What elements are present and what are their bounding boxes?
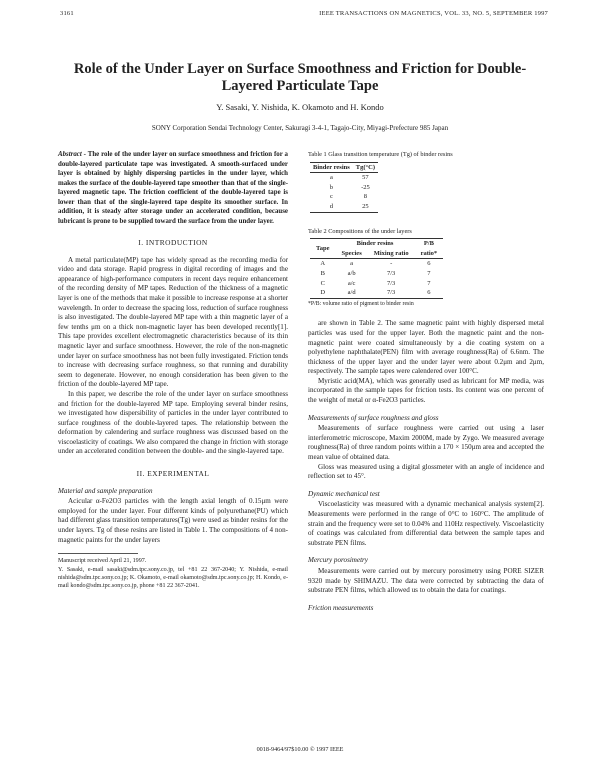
body-paragraph: Measurements were carried out by mercury porosimetry using PORE SIZER 9320 made by SHIMAZU. The data were corrected by subtracting the data of substrate PEN films, which allowed us to obtain the data for coatings. xyxy=(308,566,544,595)
table-cell: a/c xyxy=(347,279,356,287)
body-paragraph: Measurements of surface roughness were carried out using a laser interferometric microscope, Maxim 2000M, made by Zygo. We measured average roughness(Ra) of three random points within a 170 × 150μm area and accepted the mean value of obtained data. xyxy=(308,424,544,462)
abstract-label: Abstract xyxy=(58,151,82,158)
table-2-caption: Table 2 Compositions of the under layers xyxy=(308,227,412,235)
left-column xyxy=(58,150,288,591)
body-paragraph: Gloss was measured using a digital glossmeter with an angle of incidence and reflection set to 45°. xyxy=(308,462,544,481)
table-cell: 7/3 xyxy=(387,289,396,297)
table-cell: a/d xyxy=(347,289,356,297)
footnote: Manuscript received April 21, 1997. xyxy=(58,558,147,565)
journal-name: IEEE TRANSACTIONS ON MAGNETICS, VOL. 33, NO. 5, SEPTEMBER 1997 xyxy=(319,10,548,17)
table-row xyxy=(310,202,378,212)
table-cell: 8 xyxy=(363,193,368,201)
table-cell: B xyxy=(320,269,325,277)
table-header-cell: Binder resins xyxy=(313,163,350,171)
footnote: Y. Sasaki, e-mail sasaki@sdm.tpc.sony.co.jp, tel +81 22 367-2040; Y. Nishida, e-mail nishida@sdm.tpc.sony.co.jp; K. Okamoto, e-mail okamoto@sdm.tpc.sony.co.jp; H. Kondo, e-mail kondo@sdm.tpc.sony.co.jp, phone +81 22 367-2041. xyxy=(58,566,288,590)
experimental-paragraph: Acicular α-Fe2O3 particles with the length axial length of 0.15μm were employed for the under layer. Four different kinds of polyurethane(PU) which had different glass transition temperatures(Tg) were used as binder resins for the under layers. Tg of these resins are listed in Table 1. The compositions of 4 non-magnetic paints for the under layers xyxy=(58,497,288,544)
subsection-heading: Measurements of surface roughness and gloss xyxy=(308,413,439,422)
body-paragraph: Myristic acid(MA), which was generally used as lubricant for MP media, was incorporated in the sample tapes for friction tests. Its content was one percent of the weight of metal or α-Fe2O3 particles. xyxy=(308,376,544,405)
section-heading-introduction: I. INTRODUCTION xyxy=(138,238,208,247)
subsection-heading: Material and sample preparation xyxy=(58,486,153,495)
table-cell: C xyxy=(320,279,325,287)
table-1-caption: Table 1 Glass transition temperature (Tg) of binder resins xyxy=(308,151,453,158)
table-header-cell: P/B xyxy=(423,240,434,248)
table-cell: 7 xyxy=(427,279,431,287)
author-list: Y. Sasaki, Y. Nishida, K. Okamoto and H. Kondo xyxy=(216,102,384,112)
table-cell: a xyxy=(329,174,333,182)
subsection-heading: Mercury porosimetry xyxy=(308,556,368,565)
body-paragraph: are shown in Table 2. The same magnetic paint with highly dispersed metal particles was used for the upper layer. Both the magnetic paint and the non-magnetic paint were coated simultaneously by a die coating system on a polyethylene naphthalate(PEN) film with average roughness(Ra) of 6.6nm. The thickness of the upper layer and the under layer were about 0.2μm and 2μm, respectively. The sample tapes were calendered over 100°C. xyxy=(308,319,544,376)
subsection-heading: Dynamic mechanical test xyxy=(308,489,380,498)
table-header-cell: Mixing ratio xyxy=(373,249,409,257)
right-column xyxy=(308,150,544,614)
table-cell: 25 xyxy=(362,202,369,210)
table-cell: -25 xyxy=(361,183,370,191)
table-cell: 57 xyxy=(362,174,369,182)
table-cell: b xyxy=(329,183,334,191)
table-1 xyxy=(310,162,378,213)
table-header-cell: Binder resins xyxy=(356,240,394,248)
table-header-cell: ratio* xyxy=(420,249,438,257)
copyright-footer: 0018-9464/97$10.00 © 1997 IEEE xyxy=(256,746,344,753)
table-cell: D xyxy=(320,289,326,297)
table-cell: 7/3 xyxy=(387,279,396,287)
table-cell: 6 xyxy=(427,260,431,268)
table-2 xyxy=(310,238,443,299)
subsection-heading: Friction measurements xyxy=(308,603,374,612)
table-header-cell: Species xyxy=(341,249,362,257)
body-paragraph: Viscoelasticity was measured with a dynamic mechanical analysis system[2]. Measurements were performed in the range of 0°C to 160°C. The amplitude of strain and the frequency were set to 0.04% and 110Hz respectively. Viscoelasticity of coatings was calculated from differential data between the sample tapes and substrate PEN films. xyxy=(308,500,544,547)
table-row xyxy=(310,279,443,289)
table-cell: d xyxy=(329,202,334,210)
paper-title: Role of the Under Layer on Surface Smoothness and Friction for Double-Layered Particulate Tape xyxy=(73,61,527,94)
intro-paragraph: A metal particulate(MP) tape has widely spread as the recording media for video and data storage. Rapid progress in digital recording of images and the appearance of high-performance computers in recent days require enhancement of the recording density of MP tapes. Reduction of the thickness of a magnetic layer is one of the methods that make it possible to increase response at a shorter wavelength. In order to decrease the spacing loss, reduction of surface roughness is also investigated. The double-layered MP tape with a thin magnetic layer of a few tenths μm on a thick non-magnetic layer has been developed recently[1]. This tape provides excellent electromagnetic characteristics because of its thin magnetic layer and surface smoothness. However, the role of the non-magnetic under layer on surface smoothness has not been fully investigated. Friction tends to increase with decreasing surface roughness, so that running and durability seem to degenerate. However, no enough consideration has been given to the friction of the double-layered MP tape. xyxy=(58,255,288,389)
page-number: 3161 xyxy=(60,10,74,17)
abstract-text: - The role of the under layer on surface smoothness and friction for a double-layered particulate tape was investigated. A smooth-surfaced under layer is obtained by highly dispersing particles in the under layer, which makes the surface of the double-layered tape smoother than that of the single-layered magnetic tape. The friction coefficient of the double-layered tape is lower than that of the single-layered tape despite its smoother surface. In addition, it is steady after storage under an accelerated condition, because lubricant is prone to be supplied toward the surface from the under layer. xyxy=(58,151,288,225)
table-cell: a/b xyxy=(347,269,356,277)
table-row xyxy=(310,288,443,298)
affiliation: SONY Corporation Sendai Technology Center, Sakuragi 3-4-1, Tagajo-City, Miyagi-Prefecture 985 Japan xyxy=(151,124,449,132)
table-header-cell: Tape xyxy=(316,244,330,252)
running-header xyxy=(0,10,600,24)
intro-paragraph: In this paper, we describe the role of the under layer on surface smoothness and friction for the double-layered MP tape. Employing several binder resins, we investigated how dispersibility of particles in the under layer contributed to surface roughness of the double-layered tapes. The relationship between the deformation by calendering and surface roughness was discussed based on the viscoelasticity of coatings. We also compared the change in friction with storage under an accelerated condition between the double- and the single-layered tape. xyxy=(58,389,288,456)
section-heading-experimental: II. EXPERIMENTAL xyxy=(136,469,210,479)
table-row xyxy=(310,259,443,269)
table-row xyxy=(310,183,378,193)
table-cell: 6 xyxy=(427,289,431,297)
table-header-cell: Tg(°C) xyxy=(355,163,376,171)
table-row xyxy=(310,269,443,279)
table-cell: A xyxy=(320,260,326,268)
table-cell: - xyxy=(390,260,393,268)
abstract xyxy=(58,150,288,226)
table-2-note: *P/B: volume ratio of pigment to binder resin xyxy=(308,300,414,307)
table-row xyxy=(310,173,378,183)
table-cell: 7/3 xyxy=(387,269,396,277)
table-cell: c xyxy=(329,193,333,201)
table-cell: 7 xyxy=(427,269,431,277)
table-cell: a xyxy=(350,260,354,268)
table-row xyxy=(310,192,378,202)
footnote-rule xyxy=(58,553,138,554)
